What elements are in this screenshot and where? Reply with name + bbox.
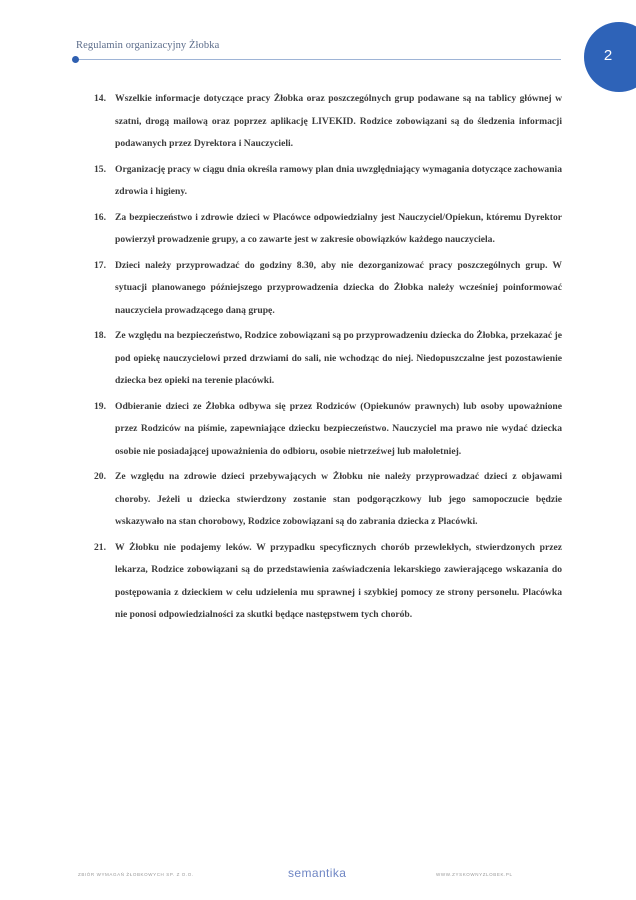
footer-website: WWW.ZYSKOWNYZLOBEK.PL <box>436 872 513 877</box>
list-item-number: 18. <box>94 330 106 341</box>
footer-logo: semantika <box>288 866 347 880</box>
list-item-text: Odbieranie dzieci ze Żłobka odbywa się przez Rodziców (Opiekunów prawnych) lub osoby upoważnione przez Rodziców na piśmie, zapewniające dziecku bezpieczeństwo. Nauczyciel ma prawo nie wydać dziecka osobie nie posiadającej upoważnienia do odbioru, osobie nietrzeźwej lub małoletniej. <box>115 400 562 457</box>
list-item <box>94 255 562 323</box>
page-header-title: Regulamin organizacyjny Żłobka <box>76 40 220 51</box>
regulation-list <box>94 88 562 630</box>
list-item-number: 17. <box>94 259 106 271</box>
list-item <box>94 207 562 252</box>
list-item-number: 15. <box>94 163 106 175</box>
list-item-text: Za bezpieczeństwo i zdrowie dzieci w Placówce odpowiedzialny jest Nauczyciel/Opiekun, któremu Dyrektor powierzył prowadzenie grupy, a co zawarte jest w zakresie obowiązków każdego nauczyciela. <box>115 211 562 245</box>
list-item-number: 16. <box>94 211 106 223</box>
list-item-number: 14. <box>94 93 106 104</box>
list-item-text: Organizację pracy w ciągu dnia określa ramowy plan dnia uwzględniający wymagania dotyczące zachowania zdrowia i higieny. <box>115 163 562 197</box>
list-item-text: Ze względu na zdrowie dzieci przebywających w Żłobku nie należy przyprowadzać dzieci z objawami choroby. Jeżeli u dziecka stwierdzony zostanie stan podgorączkowy lub jego samopoczucie będzie wskazywało na stan chorobowy, Rodzice zobowiązani są do zabrania dziecka z Placówki. <box>115 471 562 527</box>
list-item <box>94 325 562 393</box>
list-item-text: Wszelkie informacje dotyczące pracy Żłobka oraz poszczególnych grup podawane są na tablicy głównej w szatni, drogą mailową oraz poprzez aplikację LIVEKID. Rodzice zobowiązani są do śledzenia informacji podawanych przez Dyrektora i Nauczycieli. <box>115 93 562 149</box>
list-item <box>94 159 562 204</box>
list-item-text: Ze względu na bezpieczeństwo, Rodzice zobowiązani są po przyprowadzeniu dziecka do Żłobka, przekazać je pod opiekę nauczycielowi przed drzwiami do sali, nie wchodząc do niej. Niedopuszczalne jest pozostawienie dziecka bez opieki na terenie placówki. <box>115 330 562 386</box>
list-item <box>94 537 562 627</box>
header-bullet-dot <box>72 56 79 63</box>
list-item-text: W Żłobku nie podajemy leków. W przypadku specyficznych chorób przewlekłych, stwierdzonych przez lekarza, Rodzice zobowiązani są do przedstawienia zaświadczenia lekarskiego zawierającego wskazania do postępowania z dzieckiem w celu udzielenia mu sprawnej i szybkiej pomocy ze strony personelu. Placówka nie ponosi odpowiedzialności za skutki będące następstwem tych chorób. <box>115 541 562 620</box>
list-item <box>94 466 562 534</box>
header-divider <box>76 59 561 60</box>
list-item <box>94 396 562 464</box>
footer-company-name: ZBIÓR WYMAGAŃ ŻŁOBKOWYCH SP. Z O.O. <box>78 872 194 877</box>
list-item-number: 21. <box>94 541 106 553</box>
list-item-text: Dzieci należy przyprowadzać do godziny 8.30, aby nie dezorganizować pracy poszczególnych grup. W sytuacji planowanego późniejszego przyprowadzenia dziecka do Żłobka należy wcześniej poinformować nauczyciela prowadzącego daną grupę. <box>115 259 562 316</box>
list-item-number: 20. <box>94 471 106 482</box>
list-item-number: 19. <box>94 400 106 412</box>
page-number: 2 <box>603 47 613 64</box>
list-item <box>94 88 562 156</box>
